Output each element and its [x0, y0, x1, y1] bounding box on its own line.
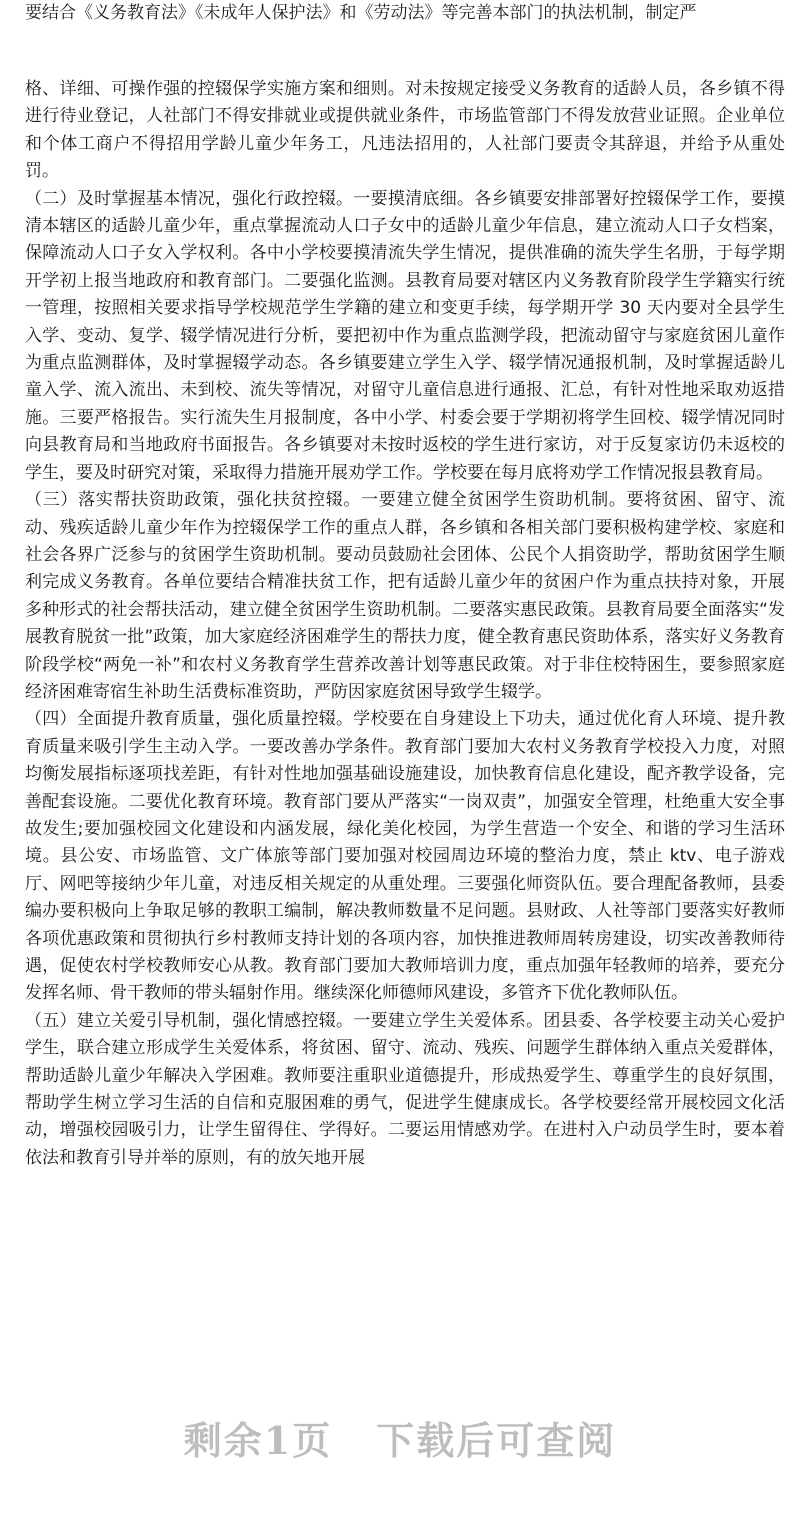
remaining-pages-label: 剩余1页: [183, 1418, 333, 1463]
paragraph-section-4: （四）全面提升教育质量，强化质量控辍。学校要在自身建设上下功夫，通过优化育人环境、提升教育质量来吸引学生主动入学。一要改善办学条件。教育部门要加大农村义务教育学校投入力度，对照均衡发展指标逐项找差距，有针对性地加强基础设施建设，加快教育信息化建设，配齐教学设备，完善配套设施。二要优化教育环境。教育部门要从严落实“一岗双责”，加强安全管理，杜绝重大安全事故发生;要加强校园文化建设和内涵发展，绿化美化校园，为学生营造一个安全、和谐的学习生活环境。县公安、市场监管、文广体旅等部门要加强对校园周边环境的整治力度，禁止 ktv、电子游戏厅、网吧等接纳少年儿童，对违反相关规定的从重处理。三要强化师资队伍。要合理配备教师，县委编办要积极向上争取足够的教职工编制，解决教师数量不足问题。县财政、人社等部门要落实好教师各项优惠政策和贯彻执行乡村教师支持计划的各项内容，加快推进教师周转房建设，切实改善教师待遇，促使农村学校教师安心从教。教育部门要加大教师培训力度，重点加强年轻教师的培养，要充分发挥名师、骨干教师的带头辐射作用。继续深化师德师风建设，多管齐下优化教师队伍。: [25, 709, 785, 1004]
paragraph-section-5: （五）建立关爱引导机制，强化情感控辍。一要建立学生关爱体系。团县委、各学校要主动关心爱护学生，联合建立形成学生关爱体系，将贫困、留守、流动、残疾、问题学生群体纳入重点关爱群体，帮助适龄儿童少年解决入学困难。教师要注重职业道德提升，形成热爱学生、尊重学生的良好氛围，帮助学生树立学习生活的自信和克服困难的勇气，促进学生健康成长。各学校要经常开展校园文化活动，增强校园吸引力，让学生留得住、学得好。二要运用情感劝学。在进村入户动员学生时，要本着依法和教育引导并举的原则，有的放矢地开展: [25, 1010, 785, 1168]
download-to-view-label: 下载后可查阅: [376, 1418, 617, 1463]
paragraph-section-3: （三）落实帮扶资助政策，强化扶贫控辍。一要建立健全贫困学生资助机制。要将贫困、留守、流动、残疾适龄儿童少年作为控辍保学工作的重点人群，各乡镇和各相关部门要积极构建学校、家庭和社会各界广泛参与的贫困学生资助机制。要动员鼓励社会团体、公民个人捐资助学，帮助贫困学生顺利完成义务教育。各单位要结合精准扶贫工作，把有适龄儿童少年的贫困户作为重点扶持对象，开展多种形式的社会帮扶活动，建立健全贫困学生资助机制。二要落实惠民政策。县教育局要全面落实“发展教育脱贫一批”政策，加大家庭经济困难学生的帮扶力度，健全教育惠民资助体系，落实好义务教育阶段学校“两免一补”和农村义务教育学生营养改善计划等惠民政策。对于非住校特困生，要参照家庭经济困难寄宿生补助生活费标准资助，严防因家庭贫困导致学生辍学。: [25, 490, 785, 702]
document-body: [25, 76, 785, 1172]
paragraph-section-2: （二）及时掌握基本情况，强化行政控辍。一要摸清底细。各乡镇要安排部署好控辍保学工作，要摸清本辖区的适龄儿童少年，重点掌握流动人口子女中的适龄儿童少年信息，建立流动人口子女档案，保障流动人口子女入学权利。各中小学校要摸清流失学生情况，提供准确的流失学生名册，于每学期开学初上报当地政府和教育部门。二要强化监测。县教育局要对辖区内义务教育阶段学生学籍实行统一管理，按照相关要求指导学校规范学生学籍的建立和变更手续，每学期开学 30 天内要对全县学生入学、变动、复学、辍学情况进行分析，要把初中作为重点监测学段，把流动留守与家庭贫困儿童作为重点监测群体，及时掌握辍学动态。各乡镇要建立学生入学、辍学情况通报机制，及时掌握适龄儿童入学、流入流出、未到校、流失等情况，对留守儿童信息进行通报、汇总，有针对性地采取劝返措施。三要严格报告。实行流失生月报制度，各中小学、村委会要于学期初将学生回校、辍学情况同时向县教育局和当地政府书面报告。各乡镇要对未按时返校的学生进行家访，对于反复家访仍未返校的学生，要及时研究对策，采取得力措施开展劝学工作。学校要在每月底将劝学工作情况报县教育局。: [25, 188, 786, 483]
paragraph-continuation: 格、详细、可操作强的控辍保学实施方案和细则。对未按规定接受义务教育的适龄人员，各乡镇不得进行待业登记，人社部门不得安排就业或提供就业条件，市场监管部门不得发放营业证照。企业单位和个体工商户不得招用学龄儿童少年务工，凡违法招用的，人社部门要责令其辞退，并给予从重处罚。: [25, 79, 785, 182]
download-prompt[interactable]: [0, 1410, 800, 1465]
lead-line: 要结合《义务教育法》《未成年人保护法》和《劳动法》等完善本部门的执法机制，制定严: [25, 3, 697, 23]
